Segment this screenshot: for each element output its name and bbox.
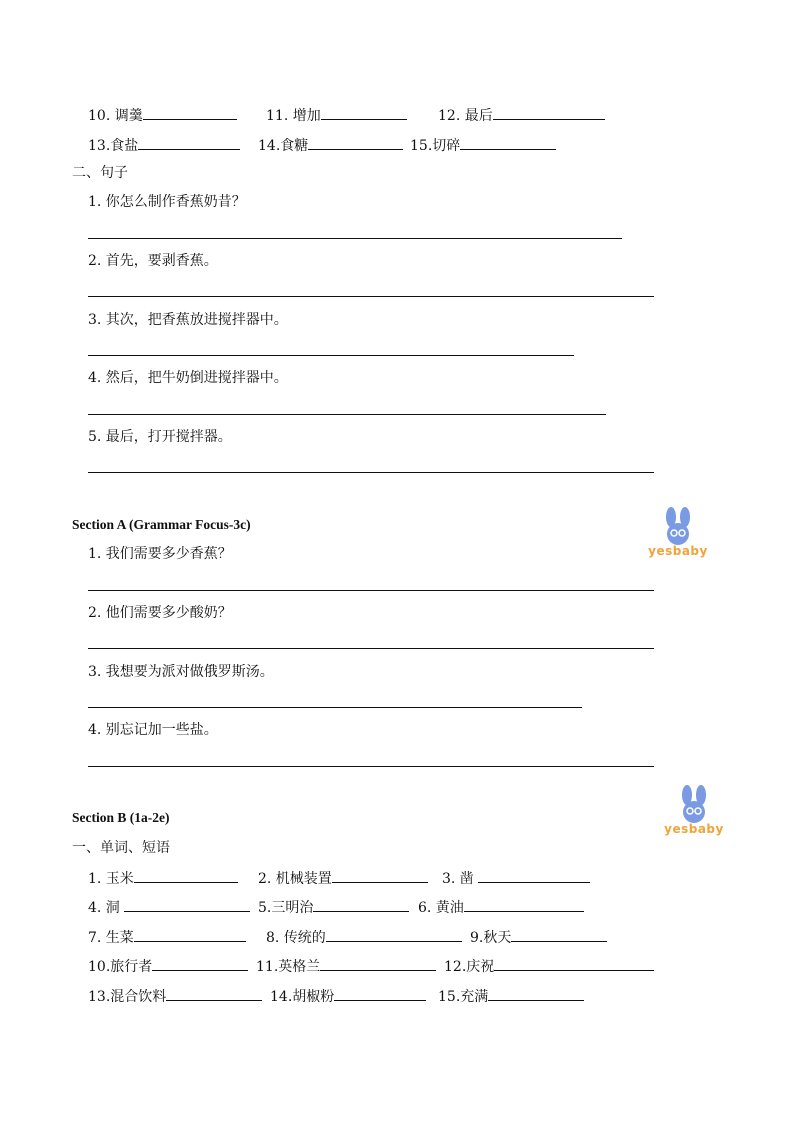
vocab-item: 11. 增加 [266,105,407,125]
vocab-item: 10. 调羹 [88,105,237,125]
rabbit-icon [648,506,708,546]
vocab-item: 1. 玉米 [88,868,238,888]
vocab-item: 12.庆祝 [444,956,654,976]
sentence-prompt: 4. 然后，把牛奶倒进搅拌器中。 [88,370,288,386]
sentence-prompt: 1. 我们需要多少香蕉？ [88,546,232,562]
sentence-prompt: 2. 他们需要多少酸奶？ [88,605,232,621]
sentence-prompt: 4. 别忘记加一些盐。 [88,722,218,738]
section-title: Section B (1a-2e) [72,810,170,825]
vocab-item: 13.混合饮料 [88,986,262,1006]
vocab-item: 5.三明治 [258,897,409,917]
answer-line[interactable] [88,590,654,591]
yesbaby-logo [664,784,724,840]
vocab-item: 6. 黄油 [418,897,584,917]
section-title: Section A (Grammar Focus-3c) [72,517,251,532]
vocab-item: 4. 洞 [88,897,250,917]
vocab-item: 15.切碎 [410,135,556,155]
sentence-prompt: 3. 其次，把香蕉放进搅拌器中。 [88,312,288,328]
vocab-item: 3. 凿 [442,868,590,888]
vocab-item: 15.充满 [438,986,584,1006]
answer-line[interactable] [88,707,582,708]
vocab-item: 11.英格兰 [256,956,436,976]
vocab-item: 10.旅行者 [88,956,248,976]
vocab-item: 2. 机械装置 [258,868,428,888]
section-subhead: 一、单词、短语 [72,840,170,856]
vocab-item: 12. 最后 [438,105,605,125]
answer-line[interactable] [88,648,654,649]
sentence-prompt: 2. 首先，要剥香蕉。 [88,253,218,269]
vocab-item: 9.秋天 [470,927,607,947]
sentence-prompt: 5. 最后，打开搅拌器。 [88,429,232,445]
vocab-item: 14.食糖 [258,135,403,155]
logo-text: yesbaby [664,822,724,836]
answer-line[interactable] [88,238,622,239]
vocab-item: 8. 传统的 [266,927,462,947]
sentence-prompt: 3. 我想要为派对做俄罗斯汤。 [88,664,274,680]
sentence-prompt: 1. 你怎么制作香蕉奶昔？ [88,194,246,210]
section-subhead: 二、句子 [72,165,128,181]
vocab-item: 7. 生菜 [88,927,246,947]
rabbit-icon [664,784,724,824]
logo-text: yesbaby [648,544,708,558]
vocab-item: 13.食盐 [88,135,240,155]
answer-line[interactable] [88,766,654,767]
answer-line[interactable] [88,296,654,297]
vocab-item: 14.胡椒粉 [270,986,426,1006]
answer-line[interactable] [88,355,574,356]
answer-line[interactable] [88,472,654,473]
answer-line[interactable] [88,414,606,415]
yesbaby-logo [648,506,708,562]
